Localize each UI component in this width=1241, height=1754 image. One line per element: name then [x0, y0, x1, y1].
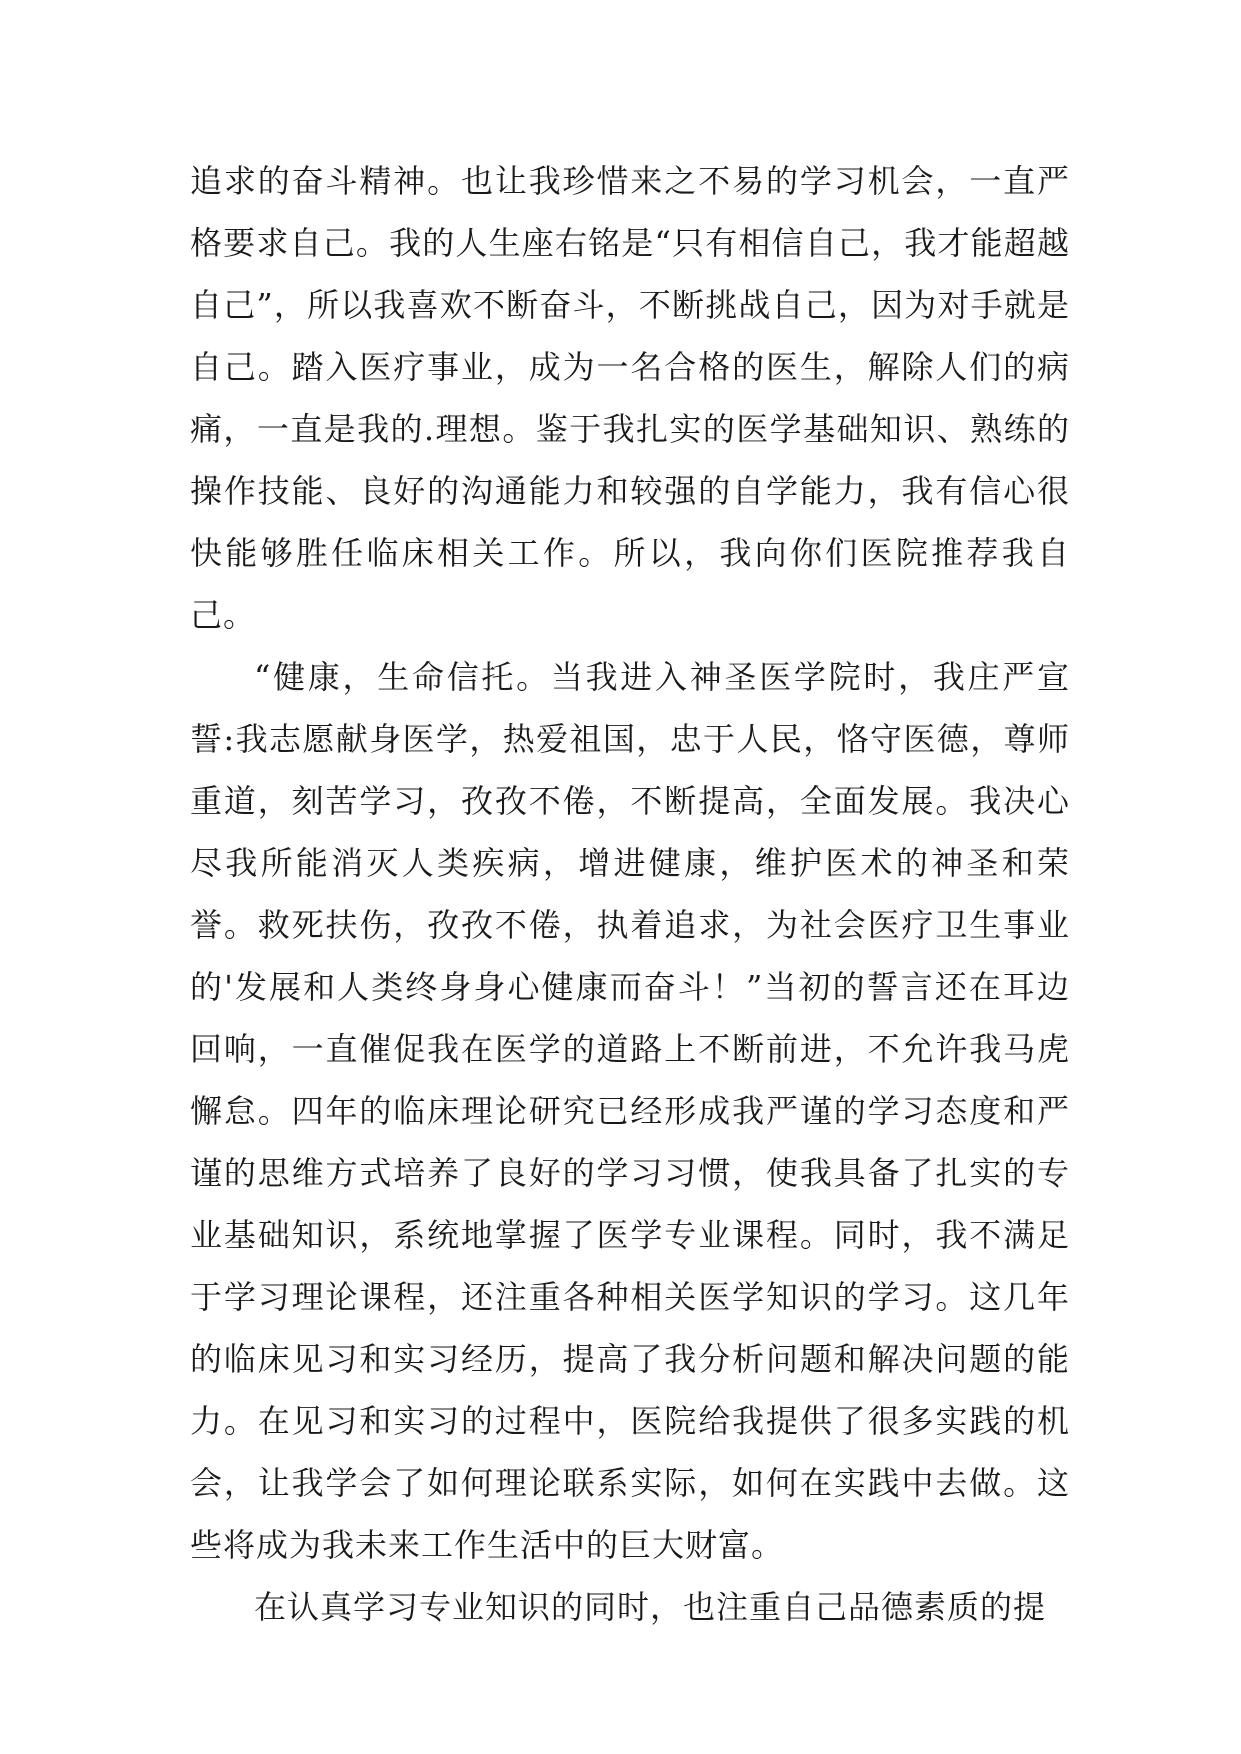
paragraph-1: 追求的奋斗精神。也让我珍惜来之不易的学习机会，一直严格要求自己。我的人生座右铭是“只有相信自己，我才能超越自己”，所以我喜欢不断奋斗，不断挑战自己，因为对手就是自己。踏入医疗事业，成为一名合格的医生，解除人们的病痛，一直是我的.理想。鉴于我扎实的医学基础知识、熟练的操作技能、良好的沟通能力和较强的自学能力，我有信心很快能够胜任临床相关工作。所以，我向你们医院推荐我自己。	[190, 162, 1070, 634]
paragraph-3: 在认真学习专业知识的同时，也注重自己品德素质的提	[254, 1588, 1047, 1626]
document-body	[190, 150, 1070, 1638]
paragraph-2: “健康，生命信托。当我进入神圣医学院时，我庄严宣誓:我志愿献身医学，热爱祖国，忠于人民，恪守医德，尊师重道，刻苦学习，孜孜不倦，不断提高，全面发展。我决心尽我所能消灭人类疾病，增进健康，维护医术的神圣和荣誉。救死扶伤，孜孜不倦，执着追求，为社会医疗卫生事业的'发展和人类终身身心健康而奋斗！”当初的誓言还在耳边回响，一直催促我在医学的道路上不断前进，不允许我马虎懈怠。四年的临床理论研究已经形成我严谨的学习态度和严谨的思维方式培养了良好的学习习惯，使我具备了扎实的专业基础知识，系统地掌握了医学专业课程。同时，我不满足于学习理论课程，还注重各种相关医学知识的学习。这几年的临床见习和实习经历，提高了我分析问题和解决问题的能力。在见习和实习的过程中，医院给我提供了很多实践的机会，让我学会了如何理论联系实际，如何在实践中去做。这些将成为我未来工作生活中的巨大财富。	[190, 658, 1070, 1564]
